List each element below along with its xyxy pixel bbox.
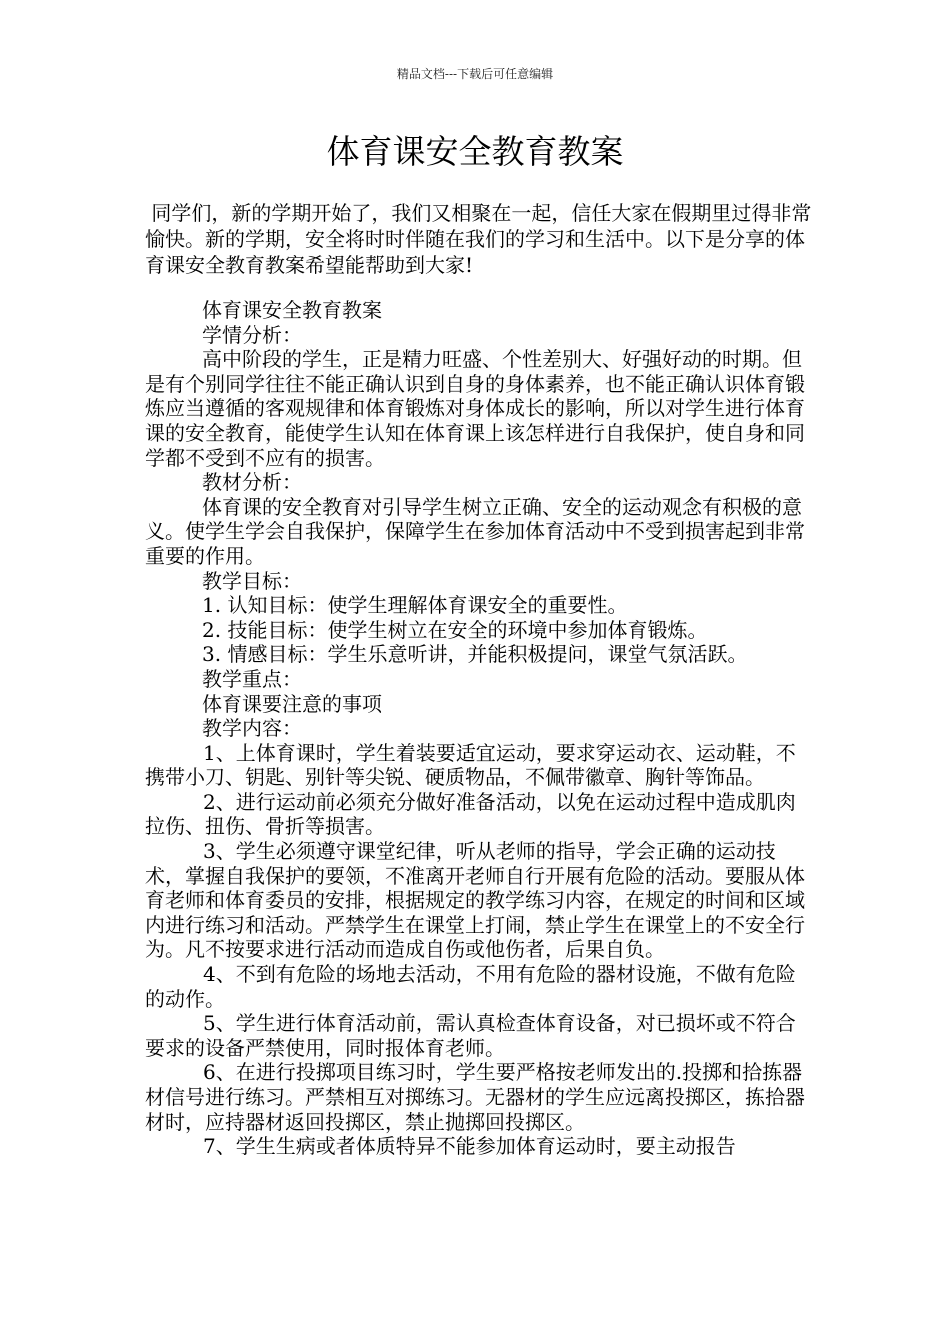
section-heading: 体育课安全教育教案: [202, 298, 382, 322]
header-note: 精品文档---下载后可任意编辑: [396, 67, 554, 81]
content-item: 3、学生必须遵守课堂纪律，听从老师的指导，学会正确的运动技术，掌握自我保护的要领，不准离开老师自行开展有危险的活动。要服从体育老师和体育委员的安排，根据规定的教学练习内容，在规定的时间和区域内进行练习和活动。严禁学生在课堂上打闹，禁止学生在课堂上的不安全行为。凡不按要求进行活动而造成自伤或他伤者，后果自负。: [145, 839, 805, 962]
section-heading: 教学重点：: [202, 666, 302, 691]
content-item: 4、不到有危险的场地去活动，不用有危险的器材设施，不做有危险的动作。: [145, 962, 796, 1011]
document-title: 体育课安全教育教案: [326, 132, 624, 171]
section-heading: 学情分析：: [202, 322, 302, 347]
content-item: 6、在进行投掷项目练习时，学生要严格按老师发出的.投掷和拾拣器材信号进行练习。严禁相互对掷练习。无器材的学生应远离投掷区，拣拾器材时，应持器材返回投掷区，禁止抛掷回投掷区。: [145, 1060, 805, 1134]
objective-item: 1. 认知目标：使学生理解体育课安全的重要性。: [202, 593, 628, 618]
document-body: [145, 298, 815, 1159]
body-paragraph: 高中阶段的学生，正是精力旺盛、个性差别大、好强好动的时期。但是有个别同学往往不能正确认识到自身的身体素养，也不能正确认识体育锻炼应当遵循的客观规律和体育锻炼对身体成长的影响，所以对学生进行体育课的安全教育，能使学生认知在体育课上该怎样进行自我保护，使自身和同学都不受到不应有的损害。: [145, 347, 805, 470]
content-item: 1、上体育课时，学生着装要适宜运动，要求穿运动衣、运动鞋，不携带小刀、钥匙、别针等尖锐、硬质物品，不佩带徽章、胸针等饰品。: [145, 740, 796, 790]
content-item: 2、进行运动前必须充分做好准备活动，以免在运动过程中造成肌肉拉伤、扭伤、骨折等损害。: [145, 789, 796, 839]
content-item: 7、学生生病或者体质特异不能参加体育运动时，要主动报告: [203, 1134, 736, 1159]
content-item: 5、学生进行体育活动前，需认真检查体育设备，对已损坏或不符合要求的设备严禁使用，同时报体育老师。: [145, 1011, 796, 1060]
section-heading: 教学目标：: [202, 568, 302, 593]
section-heading: 教学内容：: [202, 716, 302, 741]
section-heading: 教材分析：: [202, 470, 302, 495]
intro-paragraph: [145, 200, 820, 278]
body-paragraph: 体育课的安全教育对引导学生树立正确、安全的运动观念有积极的意义。使学生学会自我保护，保障学生在参加体育活动中不受到损害起到非常重要的作用。: [145, 494, 805, 568]
objective-item: 2. 技能目标：使学生树立在安全的环境中参加体育锻炼。: [202, 617, 708, 642]
body-paragraph: 体育课要注意的事项: [202, 691, 382, 716]
intro-text: 同学们，新的学期开始了，我们又相聚在一起，信任大家在假期里过得非常愉快。新的学期，安全将时时伴随在我们的学习和生活中。以下是分享的体育课安全教育教案希望能帮助到大家!: [145, 201, 812, 277]
objective-item: 3. 情感目标：学生乐意听讲，并能积极提问，课堂气氛活跃。: [202, 642, 748, 667]
